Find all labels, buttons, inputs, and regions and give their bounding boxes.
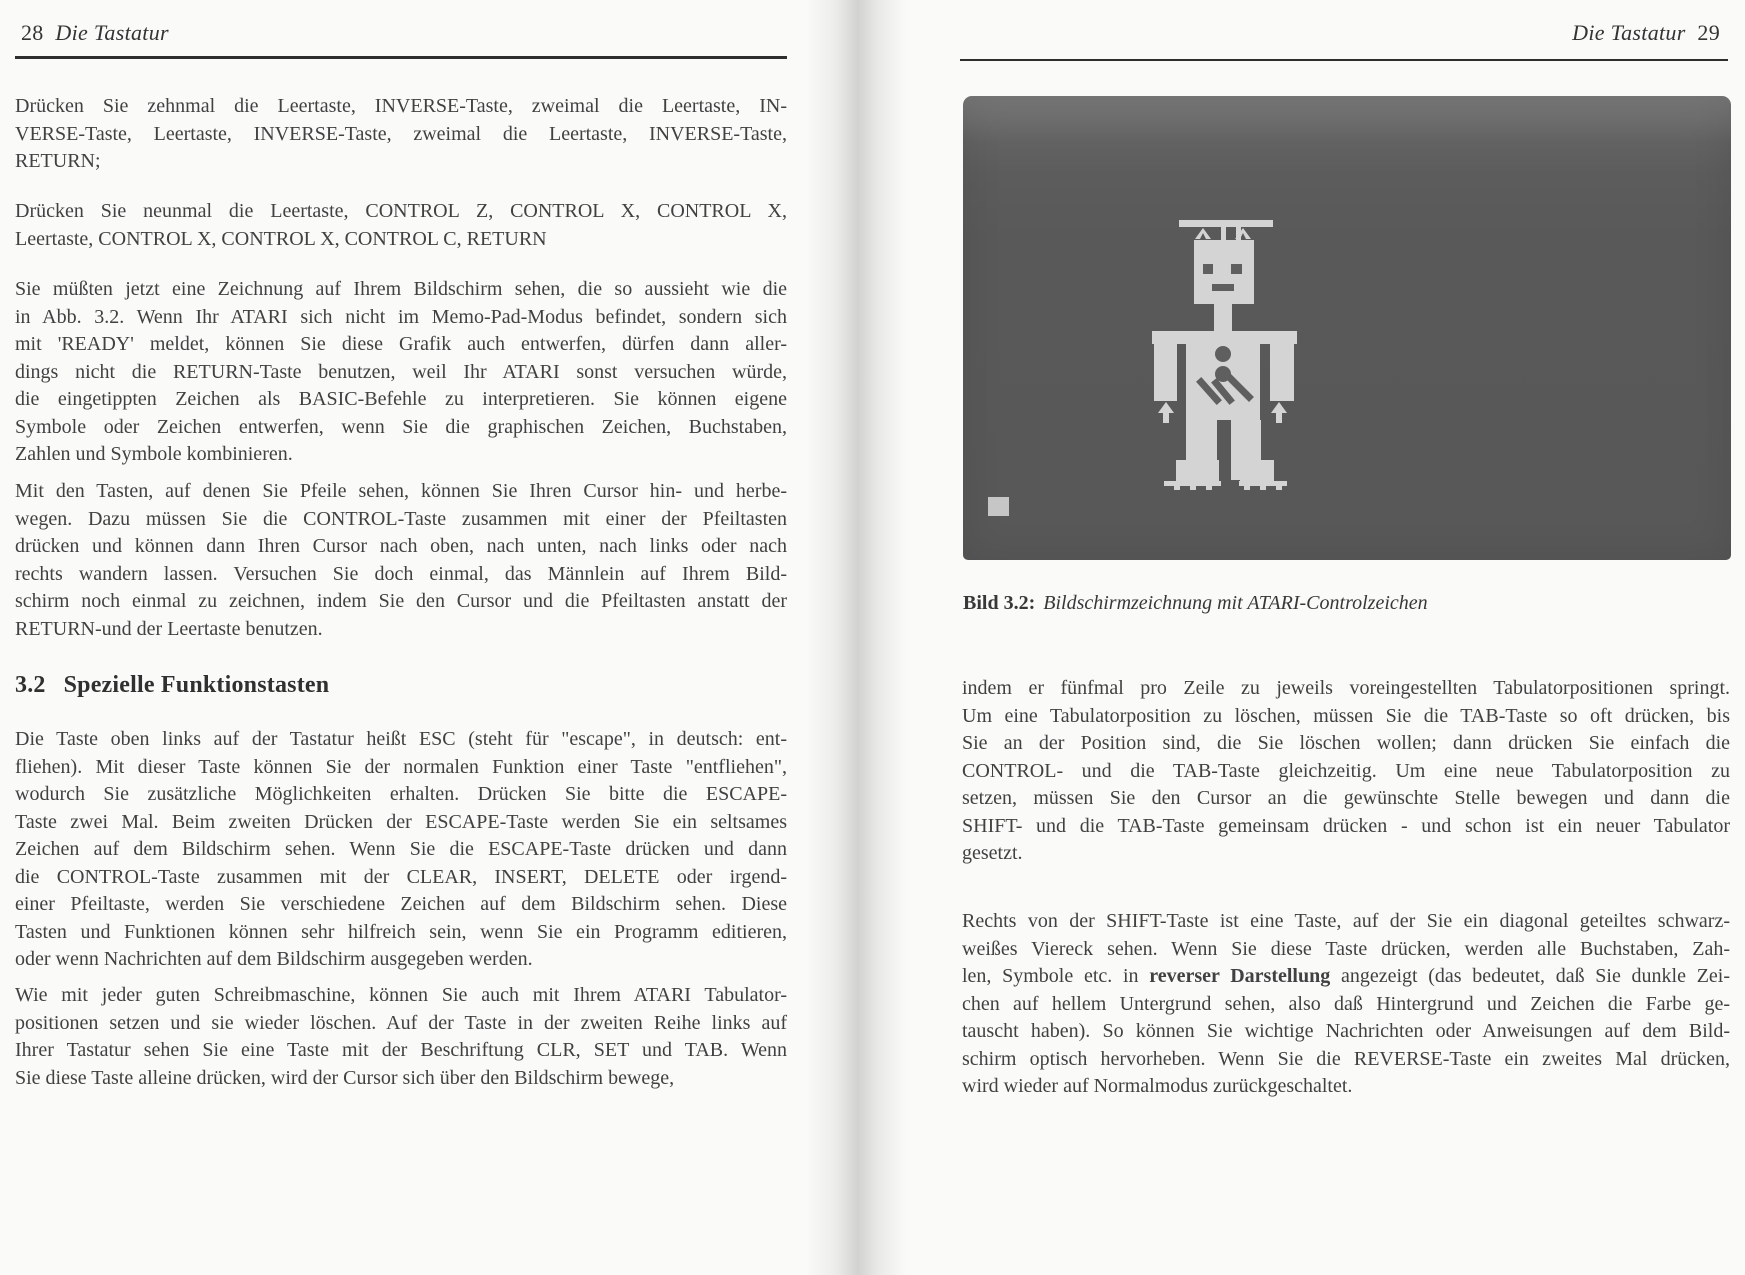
figure-caret-left	[1195, 228, 1211, 239]
section-heading	[15, 672, 329, 699]
left-page	[15, 0, 787, 1275]
figure-hand-left-stem	[1163, 413, 1169, 423]
atari-screen-photo	[963, 96, 1731, 560]
section-title: Spezielle Funktionstasten	[63, 672, 330, 698]
paragraph-tab-positions: indem er fünfmal pro Zeile zu jeweils voreingestellten Tabulatorpositionen springt. Um eine Tabulatorposition zu löschen, müssen Sie die TAB-Taste so oft drücken, bis Sie an der Position sind, die Sie löschen wollen; dann drücken Sie einfach die CONTROL- und die TAB-Taste gleichzeitig. Um eine neue Tabulatorposition zu setzen, müssen Sie den Cursor an die gewünschte Stelle bewegen und dann die SHIFT- und die TAB-Taste gemeinsam drücken - und schon ist ein neuer Tabulator gesetzt.	[962, 677, 1730, 864]
figure-blade-right	[1239, 481, 1287, 486]
paragraph-cursor-arrows: Mit den Tasten, auf denen Sie Pfeile sehen, können Sie Ihren Cursor hin- und herbe- wegen. Dazu müssen Sie die CONTROL-Taste zusammen mit einer der Pfeiltasten drücken und können dann Ihren Cursor nach oben, nach unten, nach links oder nach rechts wandern lassen. Versuchen Sie doch einmal, das Männlein auf Ihrem Bild- schirm noch einmal zu zeichnen, indem Sie den Cursor und die Pfeiltasten anstatt der RETURN-und der Leertaste benutzen.	[15, 480, 787, 640]
paragraph-reverse-key: Rechts von der SHIFT-Taste ist eine Taste, auf der Sie ein diagonal geteiltes schwarz- weißes Viereck sehen. Wenn Sie diese Taste drücken, werden alle Buchstaben, Zah- len, Symbole etc. in reverser Darstellung angezeigt (das bedeutet, daß Sie dunkle Zei- chen auf hellem Untergrund sehen, also daß Hintergrund und Zeichen die Farbe ge- tauscht haben). So können Sie wichtige Nachrichten oder Anweisungen auf dem Bild- schirm optisch hervorheben. Wenn Sie die REVERSE-Taste ein zweites Mal drücken, wird wieder auf Normalmodus zurückgeschaltet.	[962, 910, 1730, 1097]
figure-button-top	[1215, 346, 1231, 362]
figure-eye-left	[1203, 264, 1213, 274]
figure-arm-left	[1154, 344, 1177, 401]
figure-hair-bar	[1179, 220, 1273, 227]
paragraph-drawing-explanation: Sie müßten jetzt eine Zeichnung auf Ihrem Bildschirm sehen, die so aussieht wie die in Abb. 3.2. Wenn Ihr ATARI sich nicht im Memo-Pad-Modus befindet, sondern sich mit 'READY' meldet, können Sie diese Grafik auch entwerfen, dürfen dann aller- dings nicht die RETURN-Taste benutzen, weil Ihr ATARI sonst versuchen würde, die eingetippten Zeichen als BASIC-Befehle zu interpretieren. Sie können eigene Symbole oder Zeichen entwerfen, wenn Sie die graphischen Zeichen, Buchstaben, Zahlen und Symbole kombinieren.	[15, 278, 787, 465]
figure-caption	[963, 592, 1428, 615]
figure-neck	[1214, 304, 1232, 332]
running-head-right	[958, 20, 1740, 46]
figure-shoulders	[1152, 331, 1297, 344]
figure-blade-left	[1164, 481, 1221, 486]
figure-arm-right	[1270, 344, 1294, 401]
figure-hand-left	[1158, 402, 1174, 413]
figure-caption-text: Bildschirmzeichnung mit ATARI-Controlzeichen	[1043, 592, 1428, 614]
figure-antenna-left	[1221, 226, 1226, 241]
right-page	[958, 0, 1740, 1275]
screen-cursor-block	[988, 497, 1009, 516]
running-title-left: Die Tastatur	[55, 20, 169, 45]
figure-hand-right-stem	[1276, 413, 1282, 423]
paragraph-esc-key: Die Taste oben links auf der Tastatur heißt ESC (steht für "escape", in deutsch: ent- fliehen). Mit dieser Taste können Sie der normalen Funktion einer Taste "entfliehen", wodurch Sie zusätzliche Möglichkeiten erhalten. Drücken Sie bitte die ESCAPE- Taste zwei Mal. Beim zweiten Drücken der ESCAPE-Taste werden Sie ein seltsames Zeichen auf dem Bildschirm sehen. Wenn Sie die ESCAPE-Taste drücken und dann die CONTROL-Taste zusammen mit der CLEAR, INSERT, DELETE oder irgend- einer Pfeiltaste, werden Sie verschiedene Zeichen auf dem Bildschirm sehen. Diese Tasten und Funktionen können sehr hilfreich sein, wenn Sie ein Programm editieren, oder wenn Nachrichten auf dem Bildschirm ausgegeben werden.	[15, 728, 787, 970]
figure-hand-right	[1271, 402, 1287, 413]
book-gutter-shadow	[806, 0, 906, 1275]
figure-eye-right	[1231, 264, 1242, 274]
figure-mouth	[1212, 284, 1234, 291]
section-number: 3.2	[15, 672, 46, 698]
header-rule-left	[15, 56, 787, 59]
figure-foot-right	[1240, 460, 1274, 481]
page-number-left: 28	[21, 20, 44, 45]
running-title-right: Die Tastatur	[1572, 20, 1686, 45]
pixel-man-figure	[1152, 220, 1300, 490]
page-number-right: 29	[1697, 20, 1720, 45]
figure-foot-left	[1176, 460, 1219, 481]
paragraph-keys-control: Drücken Sie neunmal die Leertaste, CONTROL Z, CONTROL X, CONTROL X, Leertaste, CONTROL X, CONTROL X, CONTROL C, RETURN	[15, 200, 787, 250]
figure-caption-label: Bild 3.2:	[963, 592, 1036, 614]
paragraph-keys-inverse: Drücken Sie zehnmal die Leertaste, INVERSE-Taste, zweimal die Leertaste, IN- VERSE-Taste, Leertaste, INVERSE-Taste, zweimal die Leertaste, INVERSE-Taste, RETURN;	[15, 95, 787, 172]
paragraph-tabulator: Wie mit jeder guten Schreibmaschine, können Sie auch mit Ihrem ATARI Tabulator- positionen setzen und sie wieder löschen. Auf der Taste in der zweiten Reihe links auf Ihrer Tastatur sehen Sie eine Taste mit der Beschriftung CLR, SET und TAB. Wenn Sie diese Taste alleine drücken, wird der Cursor sich über den Bildschirm bewege,	[15, 984, 787, 1089]
running-head-left	[15, 20, 787, 46]
header-rule-right	[960, 59, 1728, 61]
